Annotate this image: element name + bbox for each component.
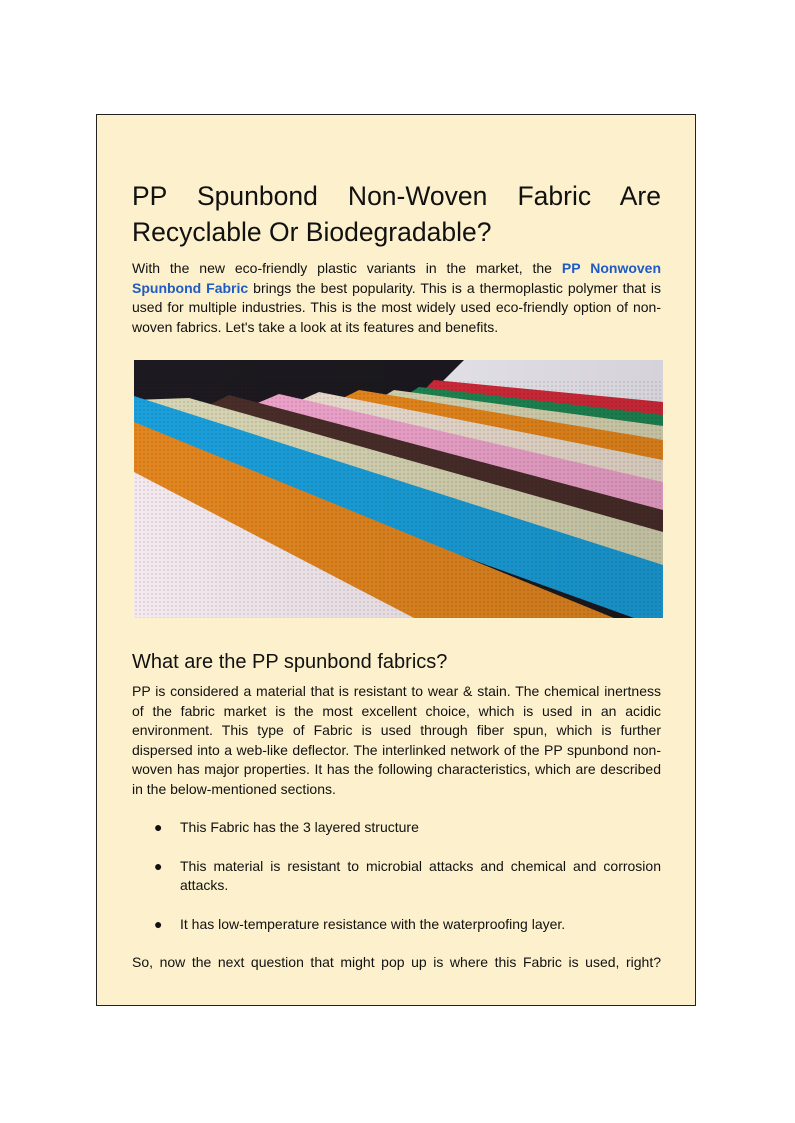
bullet-icon: ●: [154, 819, 163, 835]
title-line-1: PP Spunbond Non-Woven Fabric Are: [132, 181, 661, 211]
list-item-text: This material is resistant to microbial attacks and chemical and corrosion attacks.: [180, 857, 661, 893]
pp-nonwoven-spunbond-fabric-link[interactable]: PP Nonwoven Spunbond Fabric: [132, 260, 662, 296]
intro-text-end: brings the best popularity. This is a thermoplastic polymer that is used for multiple industries. This is the most widely used eco-friendly option of non-woven fabrics. Let's take a look at its features and benefits.: [132, 279, 661, 335]
article-content: [132, 178, 661, 973]
section-paragraph: PP is considered a material that is resistant to wear & stain. The chemical inertness of the fabric market is the most excellent choice, which is used in an acidic environment. This type of Fabric is used through fiber spun, which is further dispersed into a web-like deflector. The interlinked network of the PP spunbond non-woven has major properties. It has the following characteristics, which are described in the below-mentioned sections.: [132, 683, 661, 797]
list-item: [132, 818, 661, 838]
list-item-text: It has low-temperature resistance with the waterproofing layer.: [180, 915, 566, 932]
fabric-photo: [134, 360, 663, 618]
article-title: [132, 178, 661, 250]
list-item-text: This Fabric has the 3 layered structure: [180, 819, 419, 835]
characteristics-list: [132, 818, 661, 934]
list-item: [132, 857, 661, 896]
document-card: [96, 114, 696, 1006]
bullet-icon: ●: [154, 857, 163, 874]
intro-paragraph: [132, 259, 661, 337]
closing-paragraph: So, now the next question that might pop up is where this Fabric is used, right?: [132, 954, 661, 970]
title-line-2: Recyclable Or Biodegradable?: [132, 217, 492, 247]
bullet-icon: ●: [154, 915, 163, 932]
intro-text-start: With the new eco-friendly plastic variants in the market, the: [132, 260, 562, 276]
section-heading: What are the PP spunbond fabrics?: [132, 651, 448, 673]
list-item: [132, 915, 661, 935]
